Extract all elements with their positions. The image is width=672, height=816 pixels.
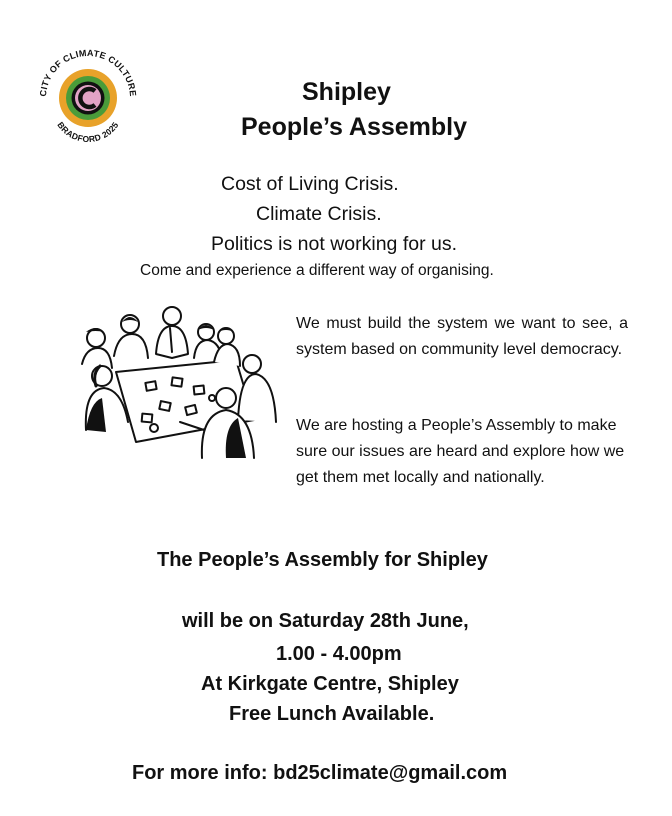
- title-line-1: Shipley: [302, 78, 391, 106]
- event-date: will be on Saturday 28th June,: [182, 610, 469, 632]
- city-of-climate-culture-logo: [34, 44, 142, 152]
- event-lunch: Free Lunch Available.: [229, 703, 435, 725]
- paragraph-system: We must build the system we want to see, a system based on community level democracy.: [296, 315, 628, 358]
- people-around-table-illustration: [76, 302, 288, 462]
- svg-text:BRADFORD 2025: BRADFORD 2025: [55, 119, 121, 145]
- paragraph-hosting: We are hosting a People’s Assembly to make sure our issues are heard and explore how we get them met locally and nationally.: [296, 417, 625, 486]
- intro-line-climate-crisis: Climate Crisis.: [256, 203, 382, 225]
- intro-line-experience: Come and experience a different way of organising.: [140, 262, 494, 279]
- event-heading: The People’s Assembly for Shipley: [157, 549, 488, 571]
- contact-email[interactable]: For more info: bd25climate@gmail.com: [132, 762, 508, 784]
- intro-line-cost-of-living: Cost of Living Crisis.: [221, 173, 399, 195]
- event-venue: At Kirkgate Centre, Shipley: [201, 673, 459, 695]
- intro-line-politics: Politics is not working for us.: [211, 233, 458, 255]
- svg-text:CITY OF CLIMATE CULTURE: CITY OF CLIMATE CULTURE: [37, 47, 139, 97]
- title-line-2: People’s Assembly: [241, 113, 468, 141]
- event-time: 1.00 - 4.00pm: [276, 643, 402, 665]
